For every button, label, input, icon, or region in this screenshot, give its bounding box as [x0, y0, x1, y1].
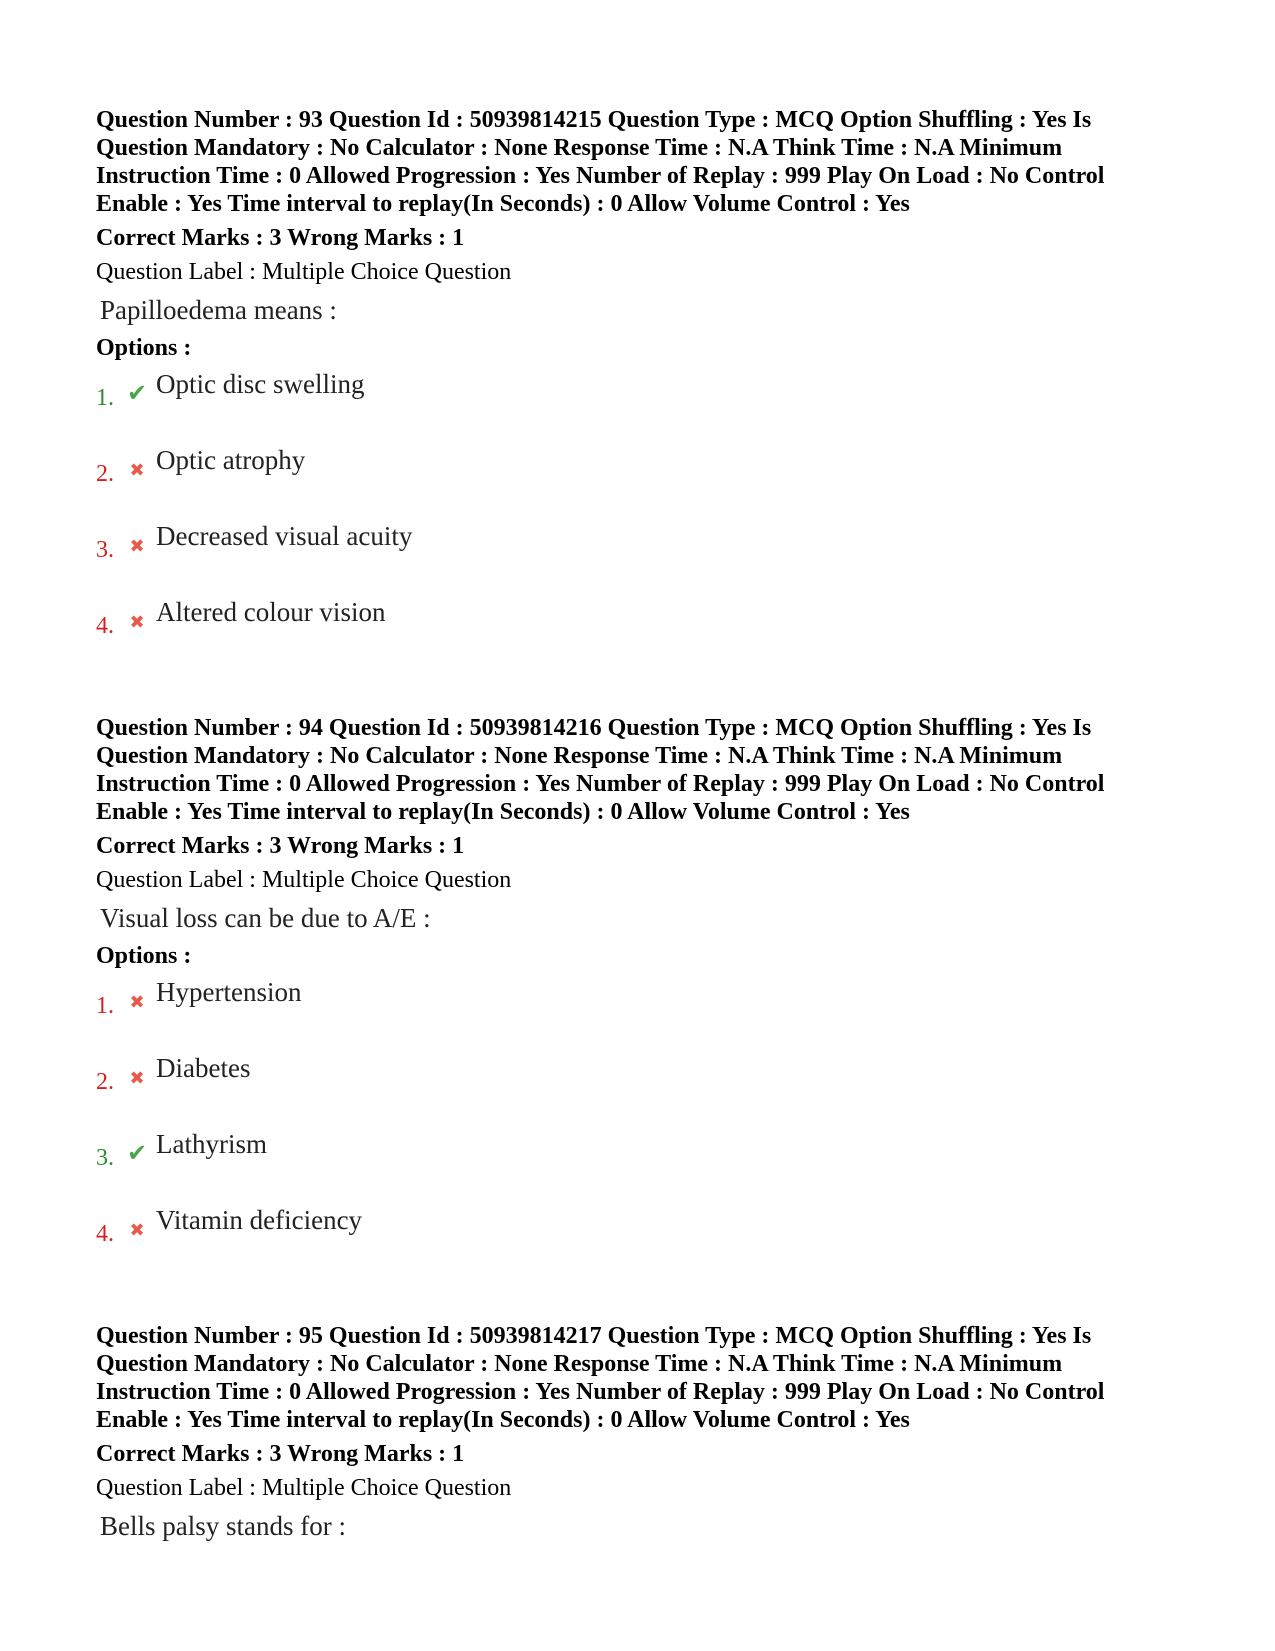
options-heading: Options : [96, 943, 192, 969]
option-text: Lathyrism [156, 1129, 267, 1159]
option-text: Decreased visual acuity [156, 521, 413, 551]
question-meta: Question Number : 93 Question Id : 50939814215 Question Type : MCQ Option Shuffling : Yes Is Question Mandatory : No Calculator : None Response Time : N.A Think Time : N.A Minimum Instruction Time : 0 Allowed Progression : Yes Number of Replay : 999 Play On Load : No Control Enable : Yes Time interval to replay(In Seconds) : 0 Allow Volume Control : Yes [96, 107, 1105, 217]
option-item [96, 1172, 1196, 1248]
option-text: Vitamin deficiency [156, 1205, 363, 1235]
option-text: Altered colour vision [156, 597, 386, 627]
question-94 [96, 714, 1196, 1248]
cross-mark-icon: ✖ [129, 536, 145, 556]
question-95 [96, 1322, 1196, 1542]
question-label: Question Label : Multiple Choice Question [96, 867, 512, 893]
question-text: Visual loss can be due to A/E : [100, 903, 431, 933]
option-item [96, 412, 1196, 488]
option-number: 3. [96, 537, 114, 563]
cross-mark-icon: ✖ [129, 992, 145, 1012]
option-number: 4. [96, 1221, 114, 1247]
question-marks: Correct Marks : 3 Wrong Marks : 1 [96, 1441, 465, 1467]
option-item [96, 974, 1196, 1020]
option-item [96, 488, 1196, 564]
option-item [96, 1096, 1196, 1172]
option-text: Optic atrophy [156, 445, 306, 475]
option-number: 4. [96, 613, 114, 639]
question-text: Papilloedema means : [100, 295, 337, 325]
option-number: 2. [96, 461, 114, 487]
option-text: Hypertension [156, 977, 302, 1007]
cross-mark-icon: ✖ [129, 460, 145, 480]
options-heading: Options : [96, 335, 192, 361]
question-label: Question Label : Multiple Choice Question [96, 1475, 512, 1501]
question-marks: Correct Marks : 3 Wrong Marks : 1 [96, 225, 465, 251]
options-list [96, 366, 1196, 640]
cross-mark-icon: ✖ [129, 1068, 145, 1088]
option-item [96, 1020, 1196, 1096]
option-number: 1. [96, 385, 114, 411]
options-list [96, 974, 1196, 1248]
option-text: Optic disc swelling [156, 369, 365, 399]
question-meta: Question Number : 94 Question Id : 50939814216 Question Type : MCQ Option Shuffling : Yes Is Question Mandatory : No Calculator : None Response Time : N.A Think Time : N.A Minimum Instruction Time : 0 Allowed Progression : Yes Number of Replay : 999 Play On Load : No Control Enable : Yes Time interval to replay(In Seconds) : 0 Allow Volume Control : Yes [96, 715, 1105, 825]
question-label: Question Label : Multiple Choice Question [96, 259, 512, 285]
option-number: 3. [96, 1145, 114, 1171]
check-mark-icon: ✔ [126, 1141, 148, 1167]
option-item [96, 366, 1196, 412]
question-meta: Question Number : 95 Question Id : 50939814217 Question Type : MCQ Option Shuffling : Yes Is Question Mandatory : No Calculator : None Response Time : N.A Think Time : N.A Minimum Instruction Time : 0 Allowed Progression : Yes Number of Replay : 999 Play On Load : No Control Enable : Yes Time interval to replay(In Seconds) : 0 Allow Volume Control : Yes [96, 1323, 1105, 1433]
question-text: Bells palsy stands for : [100, 1511, 346, 1541]
option-item [96, 564, 1196, 640]
question-93 [96, 106, 1196, 640]
check-mark-icon: ✔ [126, 381, 148, 407]
question-marks: Correct Marks : 3 Wrong Marks : 1 [96, 833, 465, 859]
option-number: 1. [96, 993, 114, 1019]
option-number: 2. [96, 1069, 114, 1095]
cross-mark-icon: ✖ [129, 1220, 145, 1240]
option-text: Diabetes [156, 1053, 251, 1083]
document-page [96, 106, 1196, 1616]
cross-mark-icon: ✖ [129, 612, 145, 632]
